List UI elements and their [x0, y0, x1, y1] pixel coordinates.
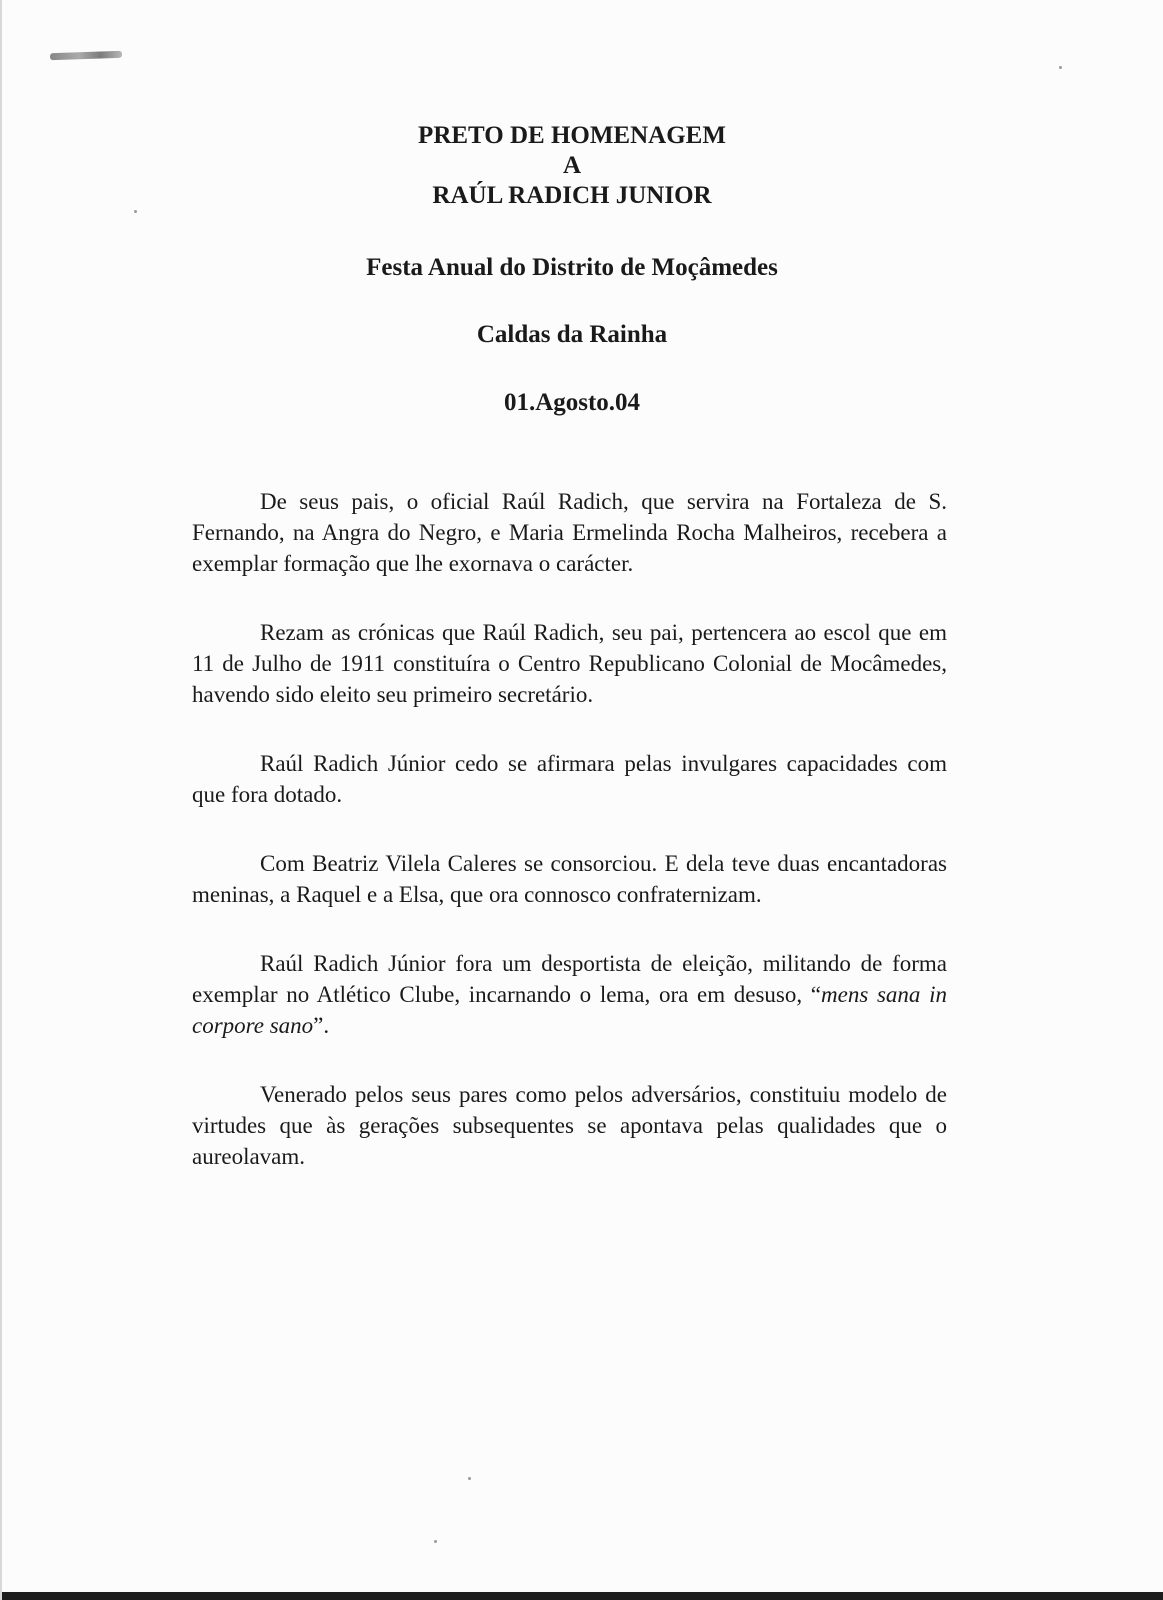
paragraph-4: Com Beatriz Vilela Caleres se consorciou. E dela teve duas encantadoras meninas, a Raquel e a Elsa, que ora connosco confraternizam.	[192, 851, 947, 907]
paragraph-2: Rezam as crónicas que Raúl Radich, seu pai, pertencera ao escol que em 11 de Julho de 1911 constituíra o Centro Republicano Colonial de Mocâmedes, havendo sido eleito seu primeiro secretário.	[192, 620, 947, 707]
paragraph-6: Venerado pelos seus pares como pelos adversários, constituiu modelo de virtudes que às gerações subsequentes se apontava pelas qualidades que o aureolavam.	[192, 1082, 947, 1169]
document-body	[192, 486, 947, 1210]
event-subtitle: Festa Anual do Distrito de Moçâmedes	[366, 254, 778, 281]
event-place: Caldas da Rainha	[476, 321, 668, 348]
title-line-2: A	[562, 152, 582, 179]
document-title	[192, 121, 952, 211]
paragraph-5-text: Raúl Radich Júnior fora um desportista de eleição, militando de forma exemplar no Atlético Clube, incarnando o lema, ora em desuso, “	[192, 951, 947, 1007]
paragraph-5	[192, 948, 947, 1041]
event-date: 01.Agosto.04	[503, 389, 641, 416]
scan-bottom-edge	[2, 1592, 1163, 1600]
dust-speck	[134, 210, 137, 213]
scan-mark	[50, 51, 122, 61]
title-line-1: PRETO DE HOMENAGEM	[418, 122, 726, 149]
paragraph-3: Raúl Radich Júnior cedo se afirmara pelas invulgares capacidades com que fora dotado.	[192, 751, 947, 807]
title-line-3: RAÚL RADICH JUNIOR	[432, 182, 712, 209]
dust-speck	[1059, 66, 1062, 69]
paragraph-5-end: ”.	[313, 1013, 330, 1038]
paragraph-1: De seus pais, o oficial Raúl Radich, que servira na Fortaleza de S. Fernando, na Angra do Negro, e Maria Ermelinda Rocha Malheiros, recebera a exemplar formação que lhe exornava o carácter.	[192, 489, 947, 576]
dust-speck	[434, 1540, 437, 1543]
dust-speck	[468, 1477, 471, 1480]
motto: mens sana in corpore sano	[192, 982, 947, 1038]
